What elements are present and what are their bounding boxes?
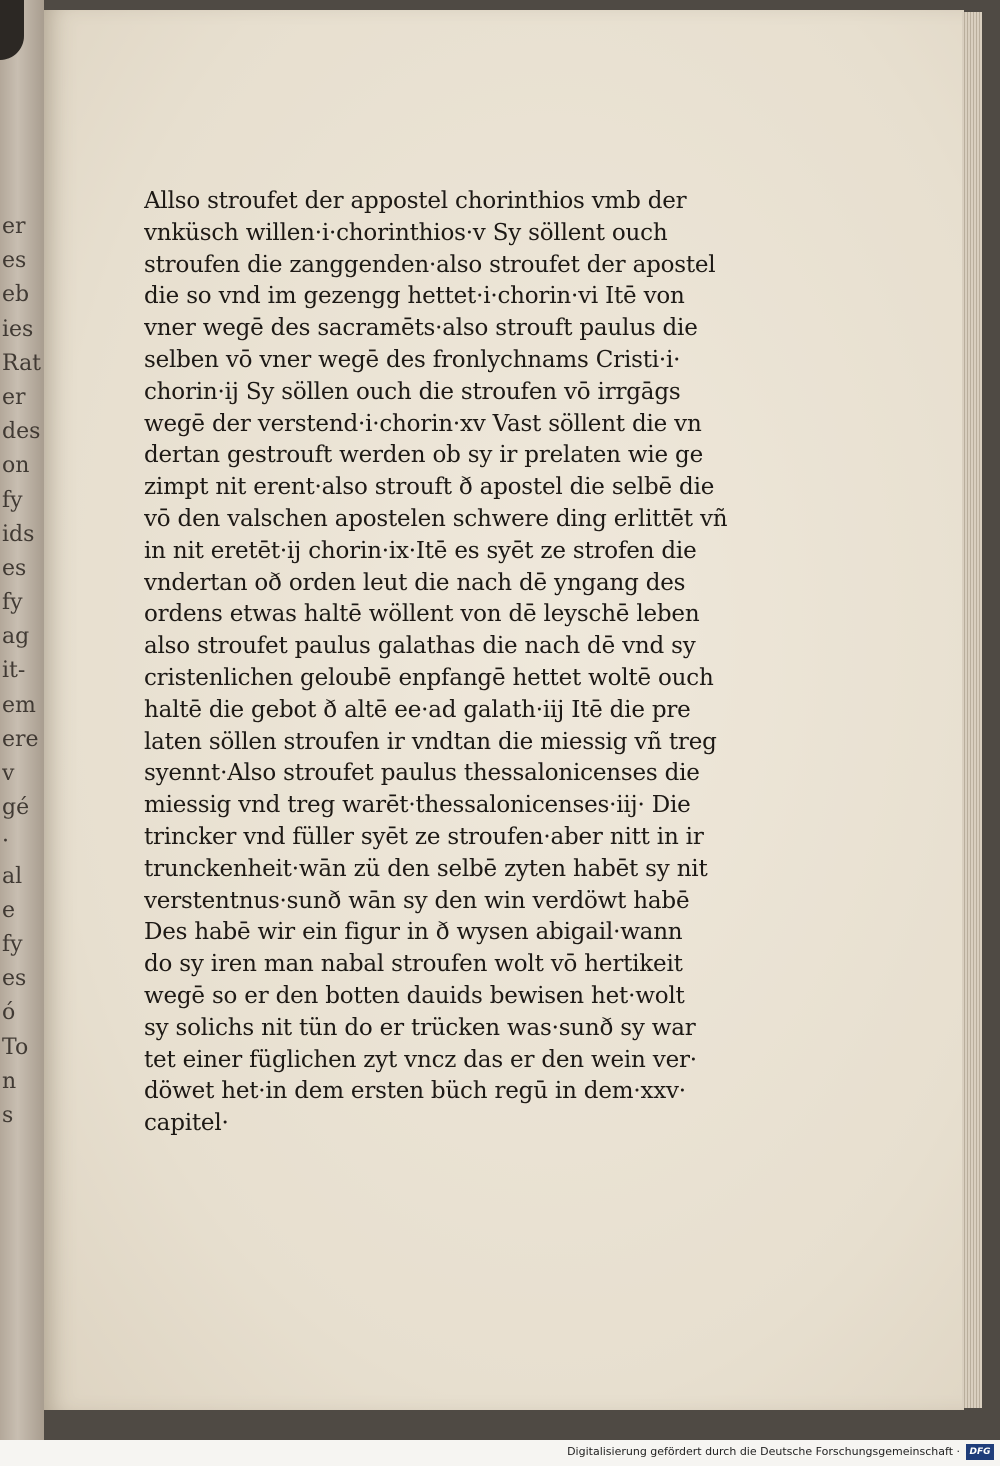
text-line: syennt·Also stroufet paulus thessalonicenses die bbox=[144, 760, 700, 787]
text-line: vō den valschen apostelen schwere ding erlittēt vñ bbox=[144, 505, 728, 532]
text-line: zimpt nit erent·also strouft ð apostel die selbē die bbox=[144, 474, 715, 501]
left-fragment-line: es bbox=[2, 966, 27, 992]
left-fragment-line: v bbox=[2, 761, 15, 786]
text-line: chorin·ij Sy söllen ouch die stroufen vō irrgāgs bbox=[144, 378, 681, 405]
text-line: tet einer füglichen zyt vncz das er den wein ver· bbox=[144, 1046, 697, 1073]
text-line: capitel· bbox=[144, 1110, 229, 1137]
left-fragment-line: n bbox=[2, 1068, 17, 1094]
text-line: trunckenheit·wān zü den selbē zyten habēt sy nit bbox=[144, 855, 708, 882]
page-stack-edges bbox=[962, 12, 982, 1408]
text-line: miessig vnd treg warēt·thessalonicenses·iij· Die bbox=[144, 792, 691, 819]
left-fragment-line: ere bbox=[2, 726, 39, 752]
text-line: selben vō vner wegē des fronlychnams Cristi·i· bbox=[144, 346, 681, 373]
left-fragment-line: e bbox=[2, 897, 16, 923]
text-line: in nit eretēt·ij chorin·ix·Itē es syēt ze strofen die bbox=[144, 537, 697, 564]
left-fragment-line: eb bbox=[2, 282, 30, 308]
left-fragment-line: · bbox=[2, 829, 9, 855]
text-line: haltē die gebot ð altē ee·ad galath·iij Itē die pre bbox=[144, 696, 691, 723]
text-line: cristenlichen geloubē enpfangē hettet woltē ouch bbox=[144, 664, 714, 691]
text-line: trincker vnd füller syēt ze stroufen·aber nitt in ir bbox=[144, 823, 704, 850]
left-fragment-line: al bbox=[2, 863, 23, 889]
left-fragment-line: em bbox=[2, 692, 36, 718]
left-page-edge bbox=[0, 0, 44, 1440]
left-page-text-fragments bbox=[2, 210, 42, 1133]
text-line: döwet het·in dem ersten büch regū in dem·xxv· bbox=[144, 1078, 686, 1105]
left-fragment-line: gé bbox=[2, 795, 30, 821]
text-line: Allso stroufet der appostel chorinthios vmb der bbox=[144, 188, 687, 214]
left-fragment-line: Rat bbox=[2, 350, 42, 376]
left-fragment-line: fy bbox=[2, 931, 23, 957]
left-fragment-line: fy bbox=[2, 590, 23, 616]
text-line: sy solichs nit tün do er trücken was·sunð sy war bbox=[144, 1014, 696, 1041]
left-fragment-line: es bbox=[2, 248, 27, 274]
right-page bbox=[44, 10, 964, 1410]
text-line: ordens etwas haltē wöllent von dē leyschē leben bbox=[144, 601, 700, 628]
text-line: dertan gestrouft werden ob sy ir prelaten wie ge bbox=[144, 442, 703, 469]
left-fragment-line: ids bbox=[2, 521, 35, 547]
text-line: stroufen die zanggenden·also stroufet der apostel bbox=[144, 251, 716, 278]
text-line: wegē so er den botten dauids bewisen het·wolt bbox=[144, 982, 685, 1009]
left-fragment-line: er bbox=[2, 214, 26, 239]
book-binding-shadow bbox=[0, 0, 24, 60]
left-fragment-line: fy bbox=[2, 487, 23, 513]
funding-credit: Digitalisierung gefördert durch die Deutsche Forschungsgemeinschaft · bbox=[567, 1445, 960, 1458]
left-fragment-line: ag bbox=[2, 624, 30, 650]
text-line: vner wegē des sacramēts·also strouft paulus die bbox=[144, 315, 698, 342]
text-line: also stroufet paulus galathas die nach dē vnd sy bbox=[144, 633, 696, 660]
left-fragment-line: ies bbox=[2, 316, 34, 342]
left-fragment-line: es bbox=[2, 555, 27, 581]
left-fragment-line: on bbox=[2, 453, 30, 479]
text-line: verstentnus·sunð wān sy den win verdöwt habē bbox=[144, 887, 690, 914]
page-text-block bbox=[144, 186, 764, 1140]
left-fragment-line: er bbox=[2, 384, 26, 410]
text-line: wegē der verstend·i·chorin·xv Vast söllent die vn bbox=[144, 410, 702, 437]
left-fragment-line: To bbox=[2, 1034, 29, 1060]
text-line: vndertan oð orden leut die nach dē yngang des bbox=[144, 569, 686, 596]
left-fragment-line: des bbox=[2, 419, 41, 445]
left-fragment-line: ó bbox=[2, 1000, 16, 1026]
text-line: laten söllen stroufen ir vndtan die miessig vñ treg bbox=[144, 728, 717, 755]
left-fragment-line: it- bbox=[2, 658, 26, 684]
dfg-logo: DFG bbox=[966, 1444, 994, 1460]
text-line: do sy iren man nabal stroufen wolt vō hertikeit bbox=[144, 951, 683, 978]
footer-bar bbox=[0, 1440, 1000, 1466]
text-line: Des habē wir ein figur in ð wysen abigail·wann bbox=[144, 919, 683, 946]
left-fragment-line: s bbox=[2, 1102, 14, 1128]
text-line: die so vnd im gezengg hettet·i·chorin·vi Itē von bbox=[144, 283, 685, 310]
text-line: vnküsch willen·i·chorinthios·v Sy söllent ouch bbox=[144, 219, 668, 246]
